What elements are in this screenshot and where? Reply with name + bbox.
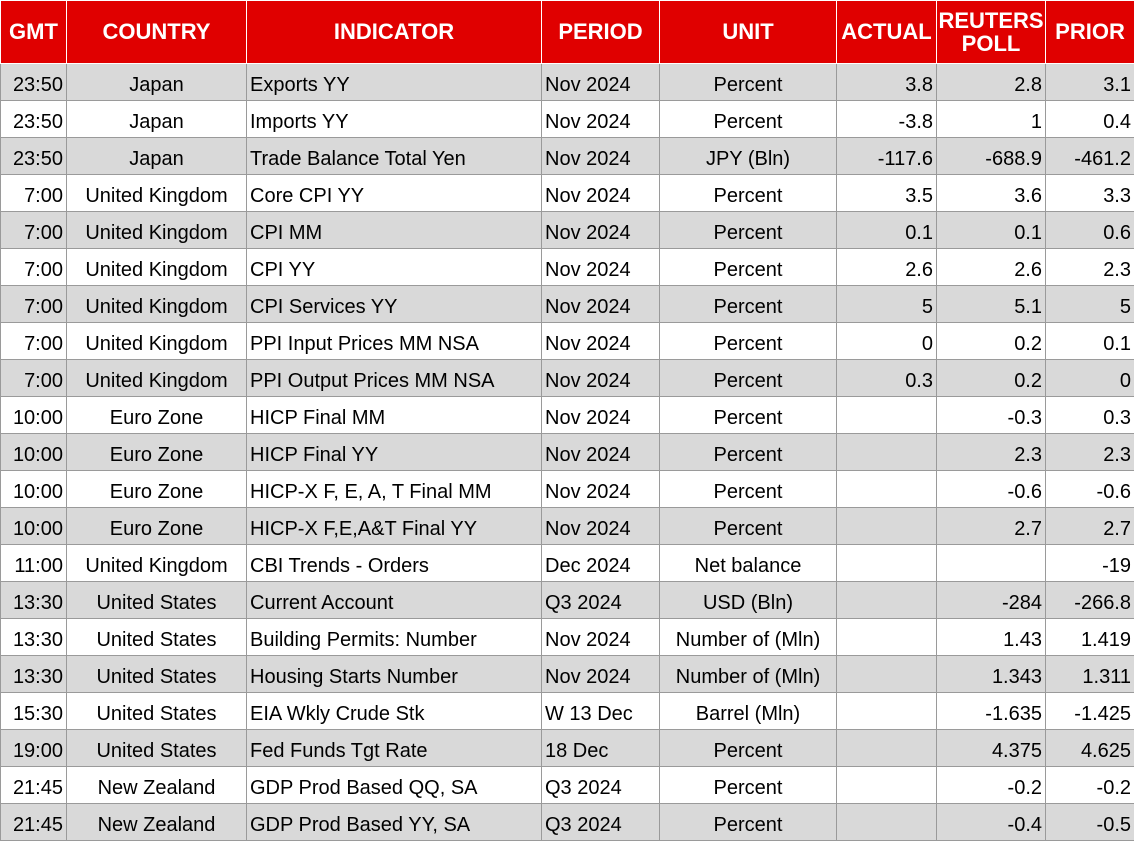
table-row — [1, 249, 1134, 286]
cell-unit: Percent — [660, 249, 837, 286]
cell-reuters-poll: -1.635 — [937, 693, 1046, 730]
cell-unit: Percent — [660, 286, 837, 323]
table-row — [1, 471, 1134, 508]
cell-period: W 13 Dec — [542, 693, 660, 730]
table-row — [1, 730, 1134, 767]
cell-gmt: 10:00 — [1, 508, 67, 545]
cell-indicator: Fed Funds Tgt Rate — [247, 730, 542, 767]
cell-country: United Kingdom — [67, 323, 247, 360]
cell-reuters-poll: 0.1 — [937, 212, 1046, 249]
table-row — [1, 323, 1134, 360]
cell-indicator: CPI YY — [247, 249, 542, 286]
cell-period: Nov 2024 — [542, 434, 660, 471]
cell-indicator: Imports YY — [247, 101, 542, 138]
header-period: PERIOD — [542, 1, 660, 64]
cell-prior: 5 — [1046, 286, 1134, 323]
cell-unit: Percent — [660, 471, 837, 508]
cell-indicator: Exports YY — [247, 64, 542, 101]
cell-unit: Barrel (Mln) — [660, 693, 837, 730]
table-row — [1, 656, 1134, 693]
table-header — [1, 1, 1134, 64]
cell-prior: 1.311 — [1046, 656, 1134, 693]
header-gmt: GMT — [1, 1, 67, 64]
cell-reuters-poll: 1 — [937, 101, 1046, 138]
cell-reuters-poll: -0.6 — [937, 471, 1046, 508]
cell-country: United States — [67, 619, 247, 656]
cell-reuters-poll: -688.9 — [937, 138, 1046, 175]
cell-actual — [837, 619, 937, 656]
cell-prior: -1.425 — [1046, 693, 1134, 730]
cell-prior: 1.419 — [1046, 619, 1134, 656]
cell-prior: -0.5 — [1046, 804, 1134, 841]
table-row — [1, 175, 1134, 212]
cell-unit: Net balance — [660, 545, 837, 582]
cell-actual — [837, 693, 937, 730]
cell-reuters-poll: 0.2 — [937, 323, 1046, 360]
cell-prior: 3.1 — [1046, 64, 1134, 101]
cell-country: Euro Zone — [67, 471, 247, 508]
cell-actual — [837, 434, 937, 471]
cell-period: Q3 2024 — [542, 767, 660, 804]
cell-actual — [837, 582, 937, 619]
cell-period: Nov 2024 — [542, 212, 660, 249]
cell-period: Nov 2024 — [542, 323, 660, 360]
cell-actual — [837, 397, 937, 434]
cell-country: United Kingdom — [67, 286, 247, 323]
cell-unit: Percent — [660, 508, 837, 545]
cell-prior: -19 — [1046, 545, 1134, 582]
cell-country: Japan — [67, 64, 247, 101]
table-row — [1, 397, 1134, 434]
cell-gmt: 10:00 — [1, 434, 67, 471]
cell-gmt: 15:30 — [1, 693, 67, 730]
cell-gmt: 23:50 — [1, 138, 67, 175]
cell-gmt: 7:00 — [1, 249, 67, 286]
cell-gmt: 23:50 — [1, 64, 67, 101]
header-actual: ACTUAL — [837, 1, 937, 64]
cell-actual — [837, 508, 937, 545]
cell-unit: JPY (Bln) — [660, 138, 837, 175]
cell-period: Nov 2024 — [542, 471, 660, 508]
cell-period: Nov 2024 — [542, 64, 660, 101]
cell-country: United Kingdom — [67, 360, 247, 397]
cell-gmt: 10:00 — [1, 397, 67, 434]
cell-period: Nov 2024 — [542, 101, 660, 138]
cell-actual — [837, 656, 937, 693]
cell-indicator: CBI Trends - Orders — [247, 545, 542, 582]
table-row — [1, 434, 1134, 471]
table-row — [1, 64, 1134, 101]
cell-reuters-poll: 4.375 — [937, 730, 1046, 767]
header-reuters-poll-line1: REUTERS — [937, 9, 1045, 32]
cell-gmt: 7:00 — [1, 360, 67, 397]
cell-prior: 0.4 — [1046, 101, 1134, 138]
cell-period: Nov 2024 — [542, 360, 660, 397]
cell-reuters-poll: 1.343 — [937, 656, 1046, 693]
table-body — [1, 64, 1134, 841]
cell-unit: Percent — [660, 804, 837, 841]
cell-unit: Number of (Mln) — [660, 619, 837, 656]
cell-unit: Percent — [660, 212, 837, 249]
cell-country: United Kingdom — [67, 175, 247, 212]
header-unit: UNIT — [660, 1, 837, 64]
cell-country: Euro Zone — [67, 434, 247, 471]
cell-unit: Percent — [660, 360, 837, 397]
cell-gmt: 13:30 — [1, 619, 67, 656]
cell-country: United States — [67, 730, 247, 767]
table-row — [1, 693, 1134, 730]
cell-country: New Zealand — [67, 804, 247, 841]
cell-indicator: PPI Output Prices MM NSA — [247, 360, 542, 397]
cell-indicator: GDP Prod Based QQ, SA — [247, 767, 542, 804]
cell-unit: Percent — [660, 101, 837, 138]
cell-gmt: 23:50 — [1, 101, 67, 138]
table-row — [1, 138, 1134, 175]
cell-prior: 0.6 — [1046, 212, 1134, 249]
cell-country: United Kingdom — [67, 249, 247, 286]
cell-indicator: Housing Starts Number — [247, 656, 542, 693]
header-reuters-poll-line2: POLL — [937, 32, 1045, 55]
cell-actual — [837, 545, 937, 582]
cell-actual: 0.1 — [837, 212, 937, 249]
cell-country: Japan — [67, 101, 247, 138]
cell-period: Nov 2024 — [542, 397, 660, 434]
table-row — [1, 545, 1134, 582]
cell-prior: 0.1 — [1046, 323, 1134, 360]
cell-country: United Kingdom — [67, 545, 247, 582]
cell-country: United States — [67, 582, 247, 619]
table-row — [1, 360, 1134, 397]
cell-actual: 0 — [837, 323, 937, 360]
cell-period: Q3 2024 — [542, 582, 660, 619]
table-row — [1, 286, 1134, 323]
cell-gmt: 21:45 — [1, 804, 67, 841]
cell-period: Nov 2024 — [542, 138, 660, 175]
cell-indicator: Trade Balance Total Yen — [247, 138, 542, 175]
cell-reuters-poll: -0.4 — [937, 804, 1046, 841]
cell-gmt: 7:00 — [1, 212, 67, 249]
cell-actual: 0.3 — [837, 360, 937, 397]
cell-country: New Zealand — [67, 767, 247, 804]
cell-period: Nov 2024 — [542, 656, 660, 693]
cell-reuters-poll: -284 — [937, 582, 1046, 619]
cell-indicator: EIA Wkly Crude Stk — [247, 693, 542, 730]
cell-gmt: 11:00 — [1, 545, 67, 582]
cell-gmt: 7:00 — [1, 175, 67, 212]
cell-prior: -461.2 — [1046, 138, 1134, 175]
cell-gmt: 7:00 — [1, 286, 67, 323]
cell-period: Q3 2024 — [542, 804, 660, 841]
cell-indicator: Current Account — [247, 582, 542, 619]
table-row — [1, 582, 1134, 619]
cell-period: Nov 2024 — [542, 175, 660, 212]
cell-country: United Kingdom — [67, 212, 247, 249]
cell-unit: Percent — [660, 64, 837, 101]
cell-actual: -117.6 — [837, 138, 937, 175]
cell-reuters-poll — [937, 545, 1046, 582]
cell-gmt: 13:30 — [1, 656, 67, 693]
table-row — [1, 508, 1134, 545]
cell-prior: 0.3 — [1046, 397, 1134, 434]
cell-reuters-poll: 2.8 — [937, 64, 1046, 101]
cell-reuters-poll: -0.3 — [937, 397, 1046, 434]
cell-reuters-poll: 5.1 — [937, 286, 1046, 323]
cell-unit: Percent — [660, 767, 837, 804]
cell-country: Euro Zone — [67, 508, 247, 545]
cell-country: Euro Zone — [67, 397, 247, 434]
cell-reuters-poll: 2.7 — [937, 508, 1046, 545]
cell-indicator: PPI Input Prices MM NSA — [247, 323, 542, 360]
cell-period: 18 Dec — [542, 730, 660, 767]
cell-reuters-poll: -0.2 — [937, 767, 1046, 804]
cell-indicator: GDP Prod Based YY, SA — [247, 804, 542, 841]
cell-gmt: 10:00 — [1, 471, 67, 508]
cell-reuters-poll: 0.2 — [937, 360, 1046, 397]
cell-reuters-poll: 1.43 — [937, 619, 1046, 656]
header-reuters-poll — [937, 1, 1046, 64]
cell-actual — [837, 767, 937, 804]
table-row — [1, 804, 1134, 841]
cell-indicator: Building Permits: Number — [247, 619, 542, 656]
header-prior: PRIOR — [1046, 1, 1134, 64]
cell-period: Dec 2024 — [542, 545, 660, 582]
cell-country: United States — [67, 693, 247, 730]
cell-reuters-poll: 2.3 — [937, 434, 1046, 471]
table-row — [1, 767, 1134, 804]
cell-prior: 4.625 — [1046, 730, 1134, 767]
cell-country: Japan — [67, 138, 247, 175]
cell-indicator: HICP-X F, E, A, T Final MM — [247, 471, 542, 508]
header-country: COUNTRY — [67, 1, 247, 64]
cell-actual: 3.5 — [837, 175, 937, 212]
cell-prior: -0.6 — [1046, 471, 1134, 508]
cell-prior: 3.3 — [1046, 175, 1134, 212]
cell-unit: Percent — [660, 323, 837, 360]
cell-indicator: CPI MM — [247, 212, 542, 249]
cell-actual: -3.8 — [837, 101, 937, 138]
cell-unit: USD (Bln) — [660, 582, 837, 619]
table-row — [1, 619, 1134, 656]
cell-gmt: 21:45 — [1, 767, 67, 804]
cell-actual — [837, 471, 937, 508]
cell-reuters-poll: 3.6 — [937, 175, 1046, 212]
cell-gmt: 19:00 — [1, 730, 67, 767]
cell-unit: Number of (Mln) — [660, 656, 837, 693]
cell-actual: 3.8 — [837, 64, 937, 101]
cell-actual: 2.6 — [837, 249, 937, 286]
cell-prior: -0.2 — [1046, 767, 1134, 804]
cell-gmt: 7:00 — [1, 323, 67, 360]
header-indicator: INDICATOR — [247, 1, 542, 64]
cell-actual — [837, 804, 937, 841]
cell-indicator: HICP Final YY — [247, 434, 542, 471]
cell-prior: 2.7 — [1046, 508, 1134, 545]
cell-unit: Percent — [660, 397, 837, 434]
cell-period: Nov 2024 — [542, 619, 660, 656]
table-row — [1, 212, 1134, 249]
cell-gmt: 13:30 — [1, 582, 67, 619]
cell-country: United States — [67, 656, 247, 693]
cell-actual — [837, 730, 937, 767]
cell-prior: 2.3 — [1046, 249, 1134, 286]
header-row — [1, 1, 1134, 64]
cell-period: Nov 2024 — [542, 249, 660, 286]
cell-indicator: CPI Services YY — [247, 286, 542, 323]
cell-indicator: Core CPI YY — [247, 175, 542, 212]
cell-unit: Percent — [660, 434, 837, 471]
cell-prior: 2.3 — [1046, 434, 1134, 471]
cell-indicator: HICP Final MM — [247, 397, 542, 434]
table-row — [1, 101, 1134, 138]
cell-period: Nov 2024 — [542, 508, 660, 545]
cell-indicator: HICP-X F,E,A&T Final YY — [247, 508, 542, 545]
cell-unit: Percent — [660, 730, 837, 767]
cell-unit: Percent — [660, 175, 837, 212]
cell-reuters-poll: 2.6 — [937, 249, 1046, 286]
cell-actual: 5 — [837, 286, 937, 323]
cell-period: Nov 2024 — [542, 286, 660, 323]
cell-prior: 0 — [1046, 360, 1134, 397]
cell-prior: -266.8 — [1046, 582, 1134, 619]
